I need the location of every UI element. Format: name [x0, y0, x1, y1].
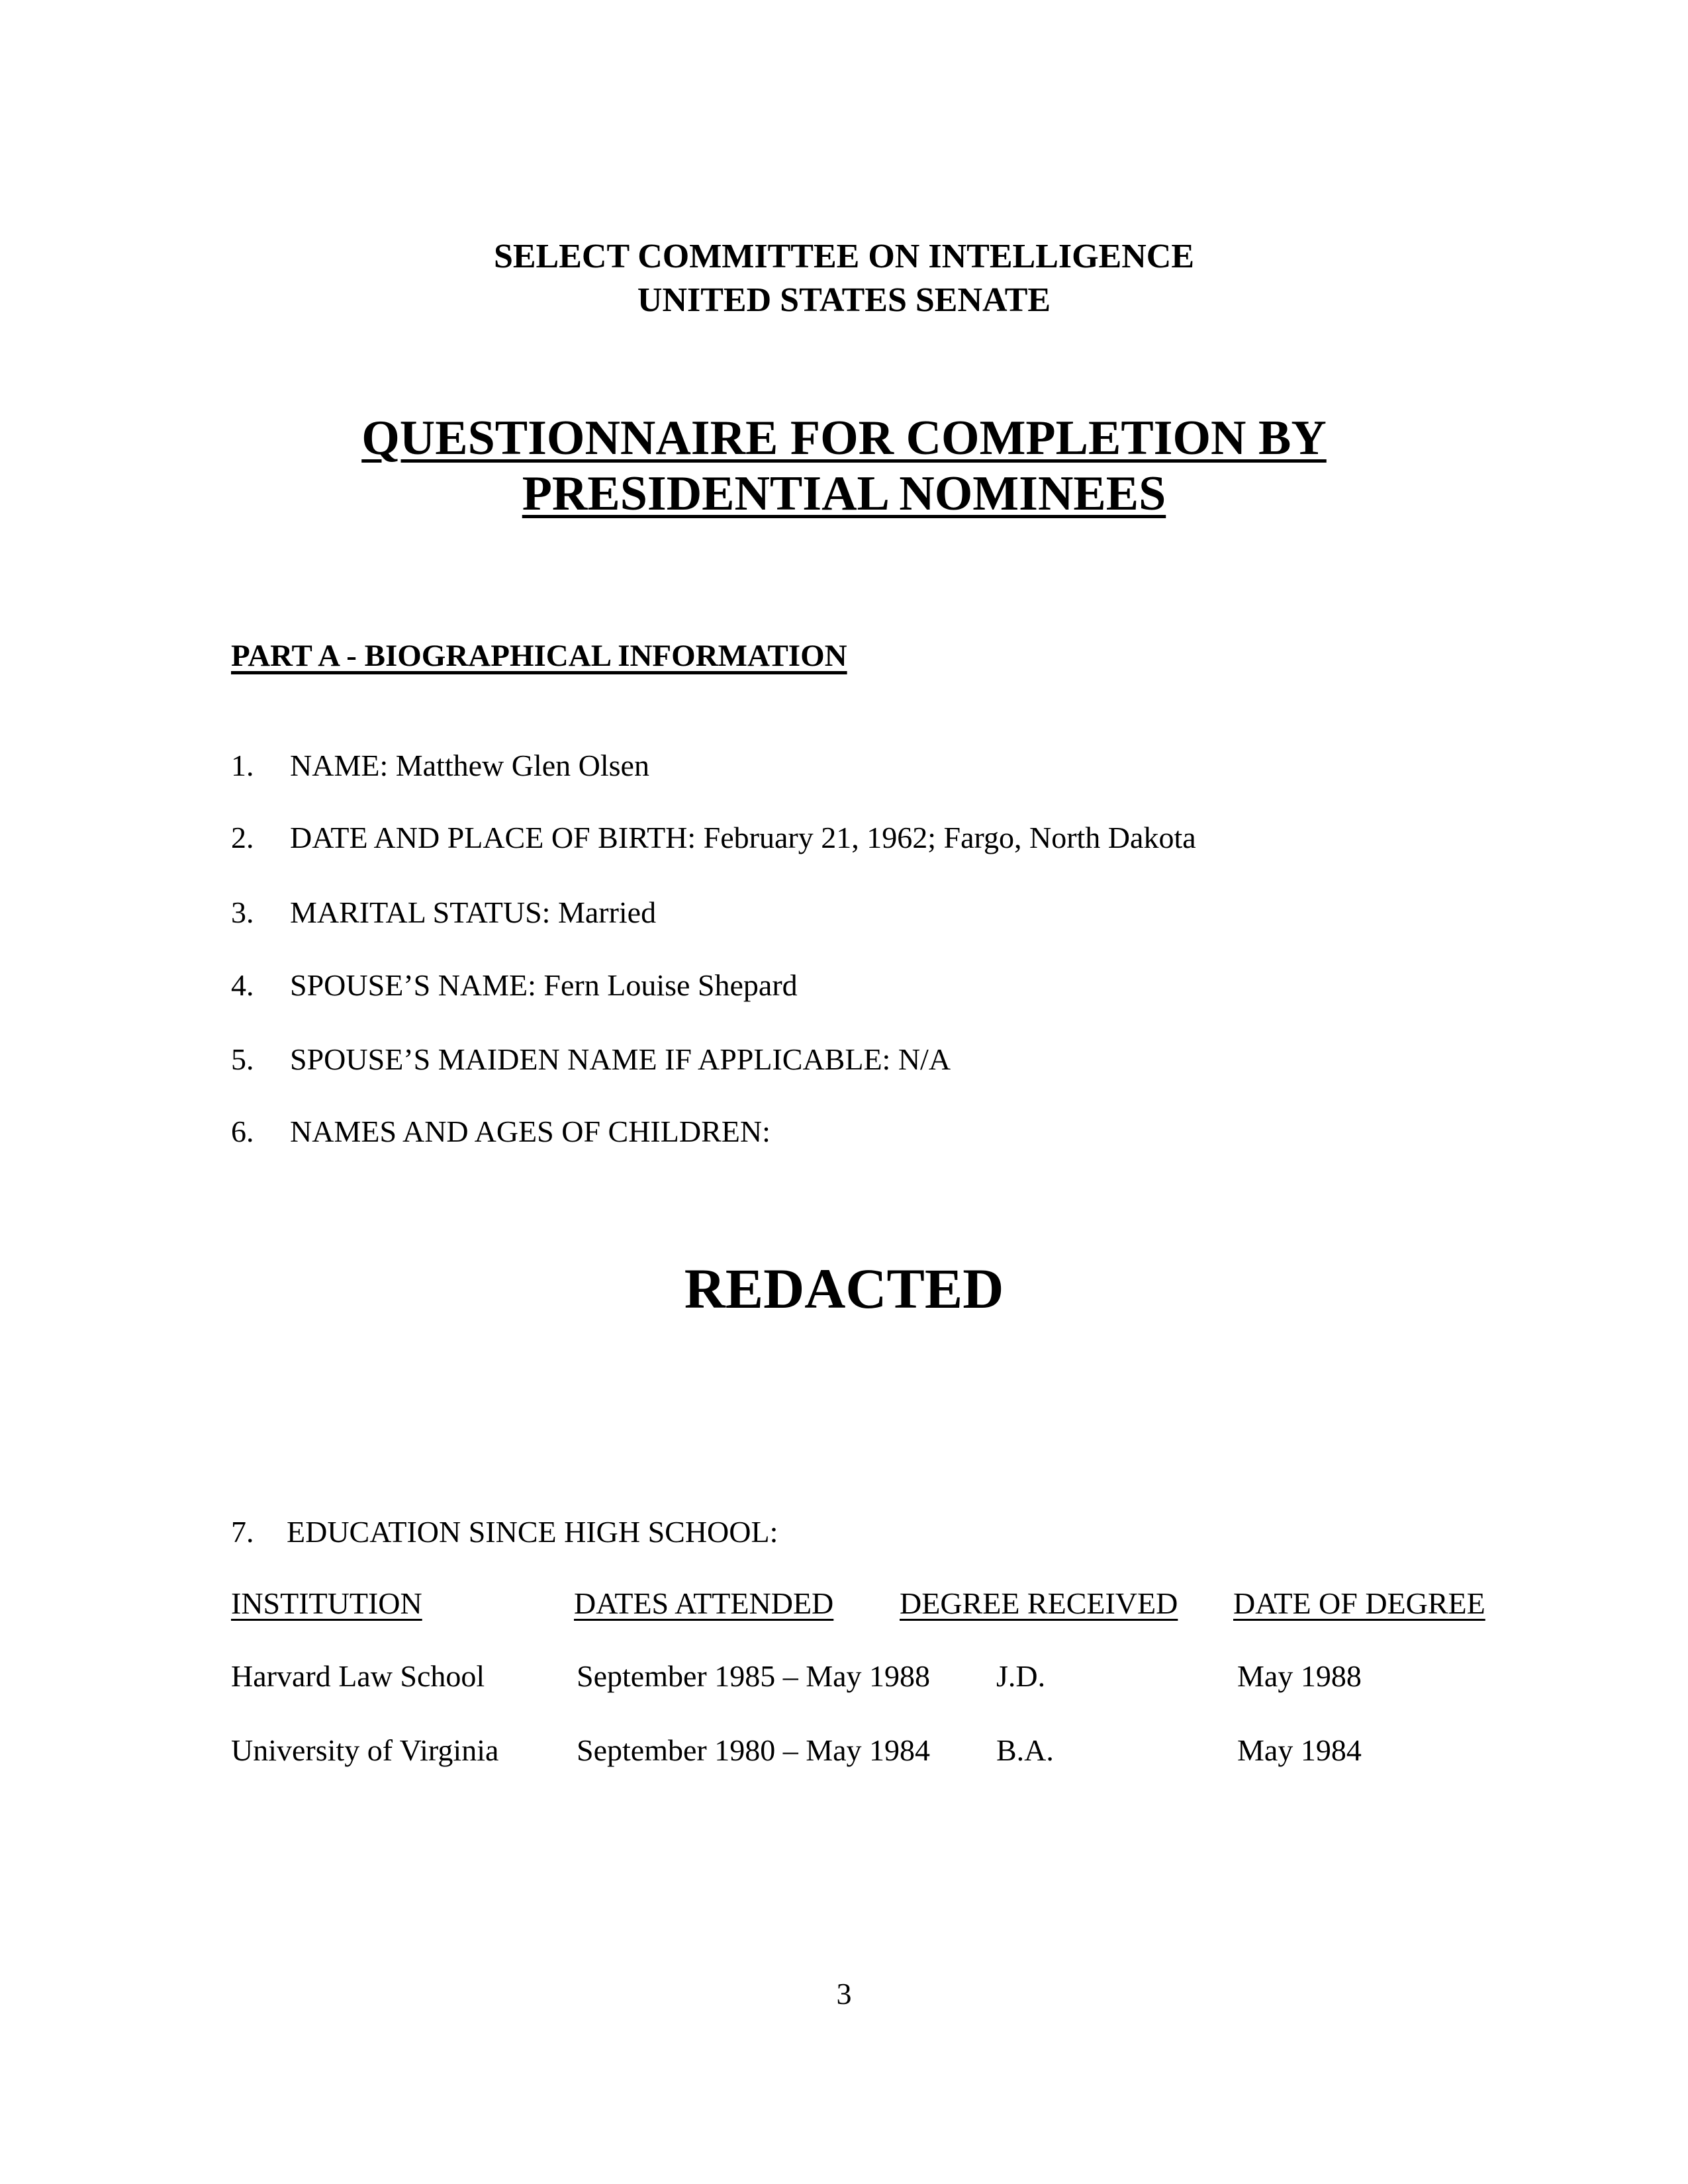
item-spouse-name: SPOUSE’S NAME: Fern Louise Shepard — [290, 968, 798, 1002]
senate-name: UNITED STATES SENATE — [637, 281, 1051, 319]
column-header-institution: INSTITUTION — [231, 1586, 422, 1620]
page-number: 3 — [836, 1977, 852, 2011]
item-number: 4. — [231, 968, 254, 1002]
item-number: 6. — [231, 1115, 254, 1148]
item-number: 7. — [231, 1515, 254, 1549]
item-birth: DATE AND PLACE OF BIRTH: February 21, 1962; Fargo, North Dakota — [290, 821, 1196, 854]
cell-dates-attended: September 1985 – May 1988 — [577, 1659, 931, 1693]
cell-institution: University of Virginia — [231, 1733, 499, 1767]
cell-degree: B.A. — [996, 1733, 1054, 1767]
title-line-1 — [0, 411, 1688, 465]
cell-institution: Harvard Law School — [231, 1659, 485, 1693]
item-number: 3. — [231, 895, 254, 929]
part-heading-text: PART A - BIOGRAPHICAL INFORMATION — [231, 639, 847, 673]
education-heading: EDUCATION SINCE HIGH SCHOOL: — [287, 1515, 778, 1549]
title-line-1-text: QUESTIONNAIRE FOR COMPLETION BY — [361, 411, 1327, 465]
committee-name: SELECT COMMITTEE ON INTELLIGENCE — [493, 238, 1195, 275]
item-spouse-maiden-name: SPOUSE’S MAIDEN NAME IF APPLICABLE: N/A — [290, 1042, 951, 1076]
item-number: 2. — [231, 821, 254, 854]
item-children: NAMES AND AGES OF CHILDREN: — [290, 1115, 771, 1148]
title-line-2-text: PRESIDENTIAL NOMINEES — [522, 467, 1166, 521]
title-line-2 — [0, 467, 1688, 521]
cell-degree: J.D. — [996, 1659, 1046, 1693]
part-heading — [231, 641, 847, 672]
item-name: NAME: Matthew Glen Olsen — [290, 749, 649, 782]
item-number: 1. — [231, 749, 254, 782]
cell-dates-attended: September 1980 – May 1984 — [577, 1733, 931, 1767]
column-header-date-of-degree: DATE OF DEGREE — [1233, 1586, 1485, 1620]
column-header-degree-received: DEGREE RECEIVED — [900, 1586, 1178, 1620]
cell-date-of-degree: May 1988 — [1237, 1659, 1362, 1693]
cell-date-of-degree: May 1984 — [1237, 1733, 1362, 1767]
item-number: 5. — [231, 1042, 254, 1076]
item-marital-status: MARITAL STATUS: Married — [290, 895, 657, 929]
redacted-label: REDACTED — [684, 1257, 1004, 1320]
column-header-dates-attended: DATES ATTENDED — [574, 1586, 834, 1620]
